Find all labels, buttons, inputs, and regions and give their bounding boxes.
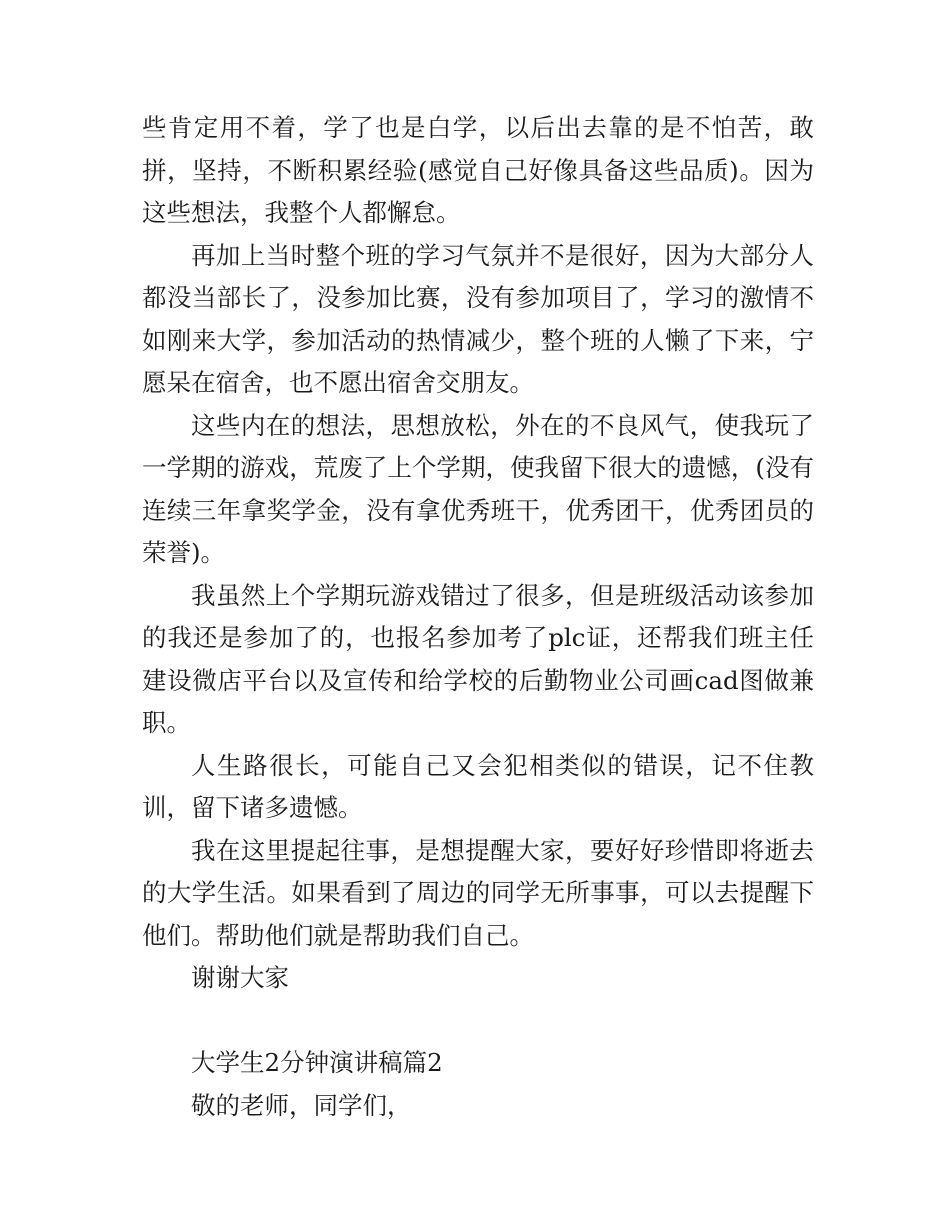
paragraph-thanks: 谢谢大家 — [191, 963, 289, 992]
paragraph-life-road: 人生路很长，可能自己又会犯相类似的错误，记不住教训，留下诸多遗憾。 — [142, 750, 814, 822]
section-spacer — [142, 1000, 814, 1043]
paragraph-continued: 些肯定用不着，学了也是白学，以后出去靠的是不怕苦，敢拼，坚持，不断积累经验(感觉自己好像具备这些品质)。因为这些想法，我整个人都懈怠。 — [142, 113, 814, 227]
section-title: 大学生2分钟演讲稿篇2 — [191, 1048, 443, 1077]
paragraph-activities: 我虽然上个学期玩游戏错过了很多，但是班级活动该参加的我还是参加了的，也报名参加考了plc证，还帮我们班主任建设微店平台以及宣传和给学校的后勤物业公司画cad图做兼职。 — [142, 580, 814, 737]
paragraph-reminder: 我在这里提起往事，是想提醒大家，要好好珍惜即将逝去的大学生活。如果看到了周边的同学无所事事，可以去提醒下他们。帮助他们就是帮助我们自己。 — [142, 835, 814, 950]
greeting-line: 敬的老师，同学们， — [191, 1090, 412, 1120]
paragraph-class-atmosphere: 再加上当时整个班的学习气氛并不是很好，因为大部分人都没当部长了，没参加比赛，没有参加项目了，学习的激情不如刚来大学，参加活动的热情减少，整个班的人懒了下来，宁愿呆在宿舍，也不愿出宿舍交朋友。 — [142, 240, 814, 397]
paragraph-regrets: 这些内在的想法，思想放松，外在的不良风气，使我玩了一学期的游戏，荒废了上个学期，使我留下很大的遗憾，(没有连续三年拿奖学金，没有拿优秀班干，优秀团干，优秀团员的荣誉)。 — [142, 410, 814, 567]
document-body — [142, 107, 814, 1127]
